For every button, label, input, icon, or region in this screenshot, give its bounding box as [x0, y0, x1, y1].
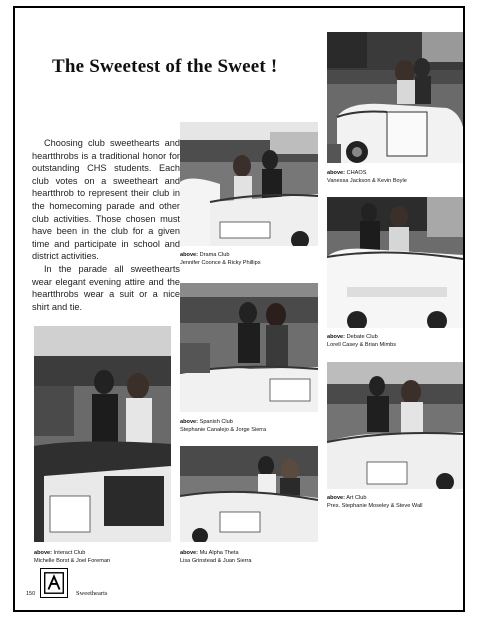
page-number: 150 — [26, 591, 36, 597]
caption-interact — [34, 549, 110, 566]
section-name: Sweethearts — [76, 590, 108, 597]
caption-debate-club: Debate Club — [346, 334, 378, 340]
photo-spanish — [180, 283, 318, 412]
caption-interact-names: Michelle Borst & Joel Foreman — [34, 558, 111, 565]
page-title: The Sweetest of the Sweet ! — [52, 56, 278, 77]
caption-interact-club: Interact Club — [53, 550, 86, 556]
caption-mu-alpha-theta-names: Lisa Grinstead & Juan Sierra — [180, 558, 252, 565]
caption-debate-prefix: above: — [327, 334, 346, 340]
photo-chaos — [327, 32, 463, 163]
caption-debate — [327, 333, 396, 350]
caption-chaos-club: CHAOS — [346, 170, 367, 176]
caption-mu-alpha-theta — [180, 549, 252, 566]
caption-spanish-club: Spanish Club — [199, 419, 233, 425]
caption-spanish-prefix: above: — [180, 419, 199, 425]
photo-art — [327, 362, 463, 489]
caption-mu-alpha-theta-prefix: above: — [180, 550, 199, 556]
yearbook-logo — [40, 568, 68, 598]
caption-chaos-prefix: above: — [327, 170, 346, 176]
caption-interact-prefix: above: — [34, 550, 53, 556]
photo-mu-alpha-theta — [180, 446, 318, 542]
caption-art-prefix: above: — [327, 495, 346, 501]
caption-art-names: Pres. Stephanie Moseley & Steve Wall — [327, 503, 423, 510]
caption-art — [327, 494, 423, 511]
caption-mu-alpha-theta-club: Mu Alpha Theta — [199, 550, 239, 556]
caption-drama-club: Drama Club — [199, 252, 230, 258]
caption-debate-names: Lorell Casey & Brian Mimbs — [327, 342, 397, 349]
caption-spanish — [180, 418, 266, 435]
caption-chaos-names: Vanessa Jackson & Kevin Boyle — [327, 178, 407, 185]
photo-interact — [34, 326, 171, 542]
photo-debate — [327, 197, 463, 328]
caption-drama-names: Jennifer Coonce & Ricky Phillips — [180, 260, 261, 267]
caption-art-club: Art Club — [346, 495, 367, 501]
article-paragraph-2: In the parade all sweethearts wear elegant evening attire and the heartthrobs wear a suit or a nice shirt and tie. — [32, 263, 180, 312]
photo-drama — [180, 122, 318, 246]
article-paragraph-1: Choosing club sweethearts and heartthrobs is a traditional honor for outstanding CHS students. Each club votes on a sweetheart and heartthrob to represent their club in the homecoming parade and other club activities. Those chosen must have been in the club for a given time and participate in school and district activities. — [32, 138, 180, 262]
caption-chaos — [327, 169, 407, 186]
caption-drama — [180, 251, 261, 268]
article-body — [32, 137, 180, 313]
caption-spanish-names: Stephanie Canalejo & Jorge Sierra — [180, 427, 267, 434]
caption-drama-prefix: above: — [180, 252, 199, 258]
